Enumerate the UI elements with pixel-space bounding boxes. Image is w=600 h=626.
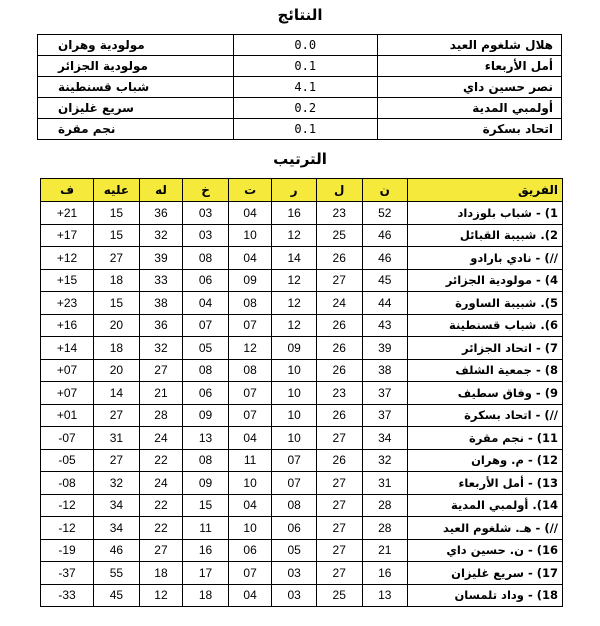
played: 27	[316, 427, 362, 450]
header-drawn: ت	[228, 179, 272, 202]
standings-row	[41, 382, 563, 405]
goals-for: 22	[139, 449, 183, 472]
won: 07	[272, 472, 317, 495]
lost: 08	[183, 359, 229, 382]
drawn: 04	[228, 202, 272, 225]
played: 23	[316, 202, 362, 225]
won: 10	[272, 427, 317, 450]
played: 26	[316, 404, 362, 427]
goals-for: 28	[139, 404, 183, 427]
won: 10	[272, 404, 317, 427]
standings-row	[41, 562, 563, 585]
goals-for: 24	[139, 427, 183, 450]
points: 16	[362, 562, 408, 585]
drawn: 10	[228, 472, 272, 495]
standings-row	[41, 337, 563, 360]
goals-against: 15	[94, 224, 140, 247]
match-score: 4.1	[233, 77, 377, 98]
lost: 09	[183, 472, 229, 495]
goals-against: 20	[94, 314, 140, 337]
lost: 17	[183, 562, 229, 585]
goals-for: 39	[139, 247, 183, 270]
goal-diff: -05	[41, 449, 94, 472]
lost: 11	[183, 517, 229, 540]
results-table	[37, 34, 562, 140]
drawn: 04	[228, 494, 272, 517]
points: 46	[362, 224, 408, 247]
standings-row	[41, 427, 563, 450]
goals-for: 22	[139, 517, 183, 540]
goals-against: 55	[94, 562, 140, 585]
team-name: 8) - جمعية الشلف	[408, 359, 563, 382]
result-row	[38, 77, 562, 98]
won: 09	[272, 337, 317, 360]
points: 43	[362, 314, 408, 337]
match-score: 0.0	[233, 35, 377, 56]
team-name: 18) - وداد تلمسان	[408, 584, 563, 607]
standings-header-row	[41, 179, 563, 202]
goals-for: 38	[139, 292, 183, 315]
goal-diff: -37	[41, 562, 94, 585]
team-name: 17) - سريع غليزان	[408, 562, 563, 585]
points: 38	[362, 359, 408, 382]
won: 08	[272, 494, 317, 517]
goals-for: 27	[139, 359, 183, 382]
goal-diff: +17	[41, 224, 94, 247]
won: 14	[272, 247, 317, 270]
goal-diff: +07	[41, 382, 94, 405]
team-name: 2). شبيبة القبائل	[408, 224, 563, 247]
points: 44	[362, 292, 408, 315]
goals-for: 24	[139, 472, 183, 495]
match-score: 0.1	[233, 119, 377, 140]
drawn: 04	[228, 584, 272, 607]
goals-for: 36	[139, 202, 183, 225]
played: 27	[316, 472, 362, 495]
lost: 06	[183, 382, 229, 405]
goals-against: 27	[94, 449, 140, 472]
standings-table	[40, 178, 563, 607]
drawn: 08	[228, 292, 272, 315]
lost: 08	[183, 449, 229, 472]
points: 52	[362, 202, 408, 225]
goals-against: 34	[94, 494, 140, 517]
goals-against: 15	[94, 292, 140, 315]
team-name: 14). أولمبي المدية	[408, 494, 563, 517]
played: 23	[316, 382, 362, 405]
drawn: 07	[228, 314, 272, 337]
standings-row	[41, 314, 563, 337]
team-name: 4) - مولودية الجزائر	[408, 269, 563, 292]
lost: 16	[183, 539, 229, 562]
won: 10	[272, 382, 317, 405]
header-played: ل	[316, 179, 362, 202]
goal-diff: -08	[41, 472, 94, 495]
goals-against: 45	[94, 584, 140, 607]
drawn: 04	[228, 427, 272, 450]
standings-row	[41, 359, 563, 382]
played: 26	[316, 449, 362, 472]
lost: 18	[183, 584, 229, 607]
team-name: 13) - أمل الأربعاء	[408, 472, 563, 495]
match-score: 0.1	[233, 56, 377, 77]
results-title: النتائج	[277, 6, 323, 24]
standings-row	[41, 404, 563, 427]
standings-row	[41, 202, 563, 225]
drawn: 04	[228, 247, 272, 270]
standings-row	[41, 247, 563, 270]
standings-row	[41, 269, 563, 292]
team-name: 9) - وفاق سطيف	[408, 382, 563, 405]
team-name: 1) - شباب بلوزداد	[408, 202, 563, 225]
won: 06	[272, 517, 317, 540]
goals-for: 18	[139, 562, 183, 585]
team-name: 12) - م. وهران	[408, 449, 563, 472]
drawn: 07	[228, 562, 272, 585]
lost: 03	[183, 202, 229, 225]
header-won: ر	[272, 179, 317, 202]
goal-diff: +21	[41, 202, 94, 225]
goals-for: 33	[139, 269, 183, 292]
team-name: //) - هـ. شلغوم العيد	[408, 517, 563, 540]
header-team: الفريق	[408, 179, 563, 202]
match-score: 0.2	[233, 98, 377, 119]
goals-for: 32	[139, 337, 183, 360]
standings-row	[41, 494, 563, 517]
won: 03	[272, 562, 317, 585]
played: 26	[316, 247, 362, 270]
goals-for: 21	[139, 382, 183, 405]
team-name: //) - نادي بارادو	[408, 247, 563, 270]
lost: 08	[183, 247, 229, 270]
goals-against: 18	[94, 269, 140, 292]
goals-for: 27	[139, 539, 183, 562]
header-points: ن	[362, 179, 408, 202]
result-row	[38, 35, 562, 56]
goal-diff: +23	[41, 292, 94, 315]
lost: 09	[183, 404, 229, 427]
lost: 06	[183, 269, 229, 292]
drawn: 11	[228, 449, 272, 472]
standings-row	[41, 539, 563, 562]
drawn: 06	[228, 539, 272, 562]
goals-for: 36	[139, 314, 183, 337]
lost: 03	[183, 224, 229, 247]
lost: 13	[183, 427, 229, 450]
home-team: نصر حسين داي	[377, 77, 561, 98]
goals-against: 14	[94, 382, 140, 405]
won: 12	[272, 224, 317, 247]
drawn: 10	[228, 517, 272, 540]
result-row	[38, 56, 562, 77]
won: 12	[272, 269, 317, 292]
drawn: 07	[228, 382, 272, 405]
points: 21	[362, 539, 408, 562]
goals-against: 18	[94, 337, 140, 360]
points: 28	[362, 517, 408, 540]
goal-diff: -12	[41, 494, 94, 517]
played: 27	[316, 269, 362, 292]
won: 12	[272, 292, 317, 315]
lost: 05	[183, 337, 229, 360]
standings-title: الترتيب	[273, 150, 327, 168]
points: 45	[362, 269, 408, 292]
away-team: شباب قسنطينة	[38, 77, 234, 98]
standings-row	[41, 584, 563, 607]
goal-diff: -12	[41, 517, 94, 540]
goal-diff: +01	[41, 404, 94, 427]
goals-for: 12	[139, 584, 183, 607]
points: 28	[362, 494, 408, 517]
standings-row	[41, 517, 563, 540]
goal-diff: -19	[41, 539, 94, 562]
won: 03	[272, 584, 317, 607]
played: 26	[316, 359, 362, 382]
away-team: مولودية وهران	[38, 35, 234, 56]
drawn: 07	[228, 404, 272, 427]
points: 32	[362, 449, 408, 472]
header-lost: خ	[183, 179, 229, 202]
played: 27	[316, 494, 362, 517]
drawn: 09	[228, 269, 272, 292]
header-goals-against: عليه	[94, 179, 140, 202]
goal-diff: +14	[41, 337, 94, 360]
home-team: أمل الأربعاء	[377, 56, 561, 77]
goal-diff: +16	[41, 314, 94, 337]
goals-against: 31	[94, 427, 140, 450]
played: 27	[316, 539, 362, 562]
standings-row	[41, 449, 563, 472]
team-name: 7) - اتحاد الجزائر	[408, 337, 563, 360]
goals-against: 46	[94, 539, 140, 562]
played: 26	[316, 314, 362, 337]
goal-diff: +15	[41, 269, 94, 292]
won: 07	[272, 449, 317, 472]
lost: 15	[183, 494, 229, 517]
standings-row	[41, 472, 563, 495]
team-name: 6). شباب قسنطينة	[408, 314, 563, 337]
won: 12	[272, 314, 317, 337]
goals-for: 32	[139, 224, 183, 247]
drawn: 08	[228, 359, 272, 382]
result-row	[38, 98, 562, 119]
goal-diff: -07	[41, 427, 94, 450]
played: 25	[316, 224, 362, 247]
lost: 04	[183, 292, 229, 315]
goals-against: 20	[94, 359, 140, 382]
team-name: 16) - ن. حسين داي	[408, 539, 563, 562]
points: 39	[362, 337, 408, 360]
team-name: //) - اتحاد بسكرة	[408, 404, 563, 427]
drawn: 10	[228, 224, 272, 247]
home-team: اتحاد بسكرة	[377, 119, 561, 140]
goals-against: 27	[94, 247, 140, 270]
goal-diff: -33	[41, 584, 94, 607]
points: 46	[362, 247, 408, 270]
points: 37	[362, 404, 408, 427]
drawn: 12	[228, 337, 272, 360]
won: 16	[272, 202, 317, 225]
goal-diff: +12	[41, 247, 94, 270]
result-row	[38, 119, 562, 140]
won: 10	[272, 359, 317, 382]
home-team: أولمبي المدية	[377, 98, 561, 119]
played: 26	[316, 337, 362, 360]
played: 25	[316, 584, 362, 607]
away-team: نجم مقرة	[38, 119, 234, 140]
points: 31	[362, 472, 408, 495]
points: 34	[362, 427, 408, 450]
points: 13	[362, 584, 408, 607]
home-team: هلال شلغوم العيد	[377, 35, 561, 56]
goals-against: 32	[94, 472, 140, 495]
goals-against: 27	[94, 404, 140, 427]
won: 05	[272, 539, 317, 562]
header-goals-for: له	[139, 179, 183, 202]
standings-row	[41, 292, 563, 315]
away-team: سريع غليزان	[38, 98, 234, 119]
team-name: 11) - نجم مقرة	[408, 427, 563, 450]
played: 27	[316, 517, 362, 540]
away-team: مولودية الجزائر	[38, 56, 234, 77]
lost: 07	[183, 314, 229, 337]
standings-row	[41, 224, 563, 247]
played: 24	[316, 292, 362, 315]
goals-against: 34	[94, 517, 140, 540]
points: 37	[362, 382, 408, 405]
goals-for: 22	[139, 494, 183, 517]
played: 27	[316, 562, 362, 585]
team-name: 5). شبيبة الساورة	[408, 292, 563, 315]
header-goal-diff: ف	[41, 179, 94, 202]
goal-diff: +07	[41, 359, 94, 382]
goals-against: 15	[94, 202, 140, 225]
